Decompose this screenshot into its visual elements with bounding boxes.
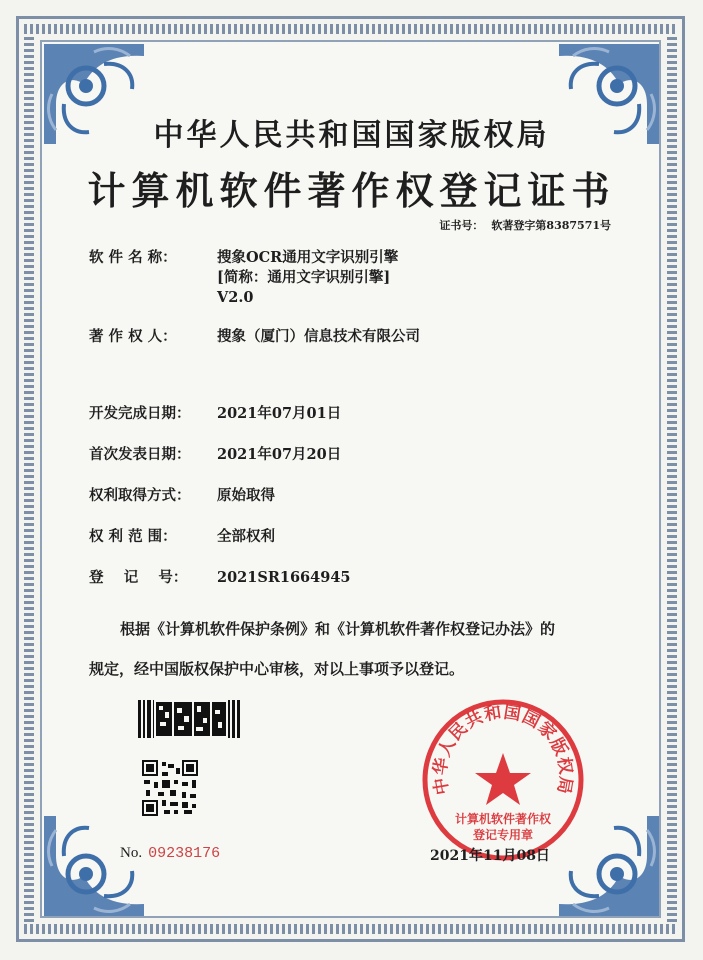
seal-inner-line-2: 登记专用章	[472, 828, 534, 842]
statement-line-1: 根据《计算机软件保护条例》和《计算机软件著作权登记办法》的	[120, 620, 556, 638]
rights-scope-value: 全部权利	[217, 528, 275, 545]
issue-date: 2021年11月08日	[430, 848, 550, 864]
software-name-value: 搜象OCR通用文字识别引擎	[217, 249, 399, 266]
publish-date-label: 首次发表日期：	[89, 446, 191, 463]
software-name-label: 软 件 名 称：	[89, 249, 177, 266]
registration-number-field	[89, 568, 351, 588]
owner-field	[89, 327, 420, 347]
issuing-authority: 中华人民共和国国家版权局	[153, 118, 550, 153]
certificate-title: 计算机软件著作权登记证书	[87, 168, 616, 213]
owner-label: 著 作 权 人：	[89, 328, 177, 345]
publish-date-value: 2021年07月20日	[217, 446, 342, 463]
rights-scope-label: 权 利 范 围：	[89, 528, 177, 545]
statement-line-2: 规定，经中国版权保护中心审核，对以上事项予以登记。	[89, 660, 465, 678]
certificate-number-label: 证书号：	[439, 219, 484, 232]
corner-ornament-icon	[34, 806, 154, 926]
registration-number-value: 2021SR1664945	[217, 569, 351, 586]
registration-number-label: 登 记 号：	[89, 569, 188, 586]
acquire-method-label: 权利取得方式：	[89, 487, 191, 504]
publish-date-field	[89, 445, 341, 465]
software-version: V2.0	[217, 289, 254, 306]
qr-code-icon	[142, 760, 198, 816]
rights-scope-field	[89, 527, 275, 547]
acquire-method-field	[89, 486, 275, 506]
serial-number-label: No.	[120, 845, 143, 861]
software-short-name: [简称：通用文字识别引擎]	[217, 269, 391, 286]
serial-number-value: 09238176	[148, 845, 221, 862]
official-seal-icon	[418, 695, 588, 865]
certificate-number	[439, 217, 611, 233]
owner-value: 搜象（厦门）信息技术有限公司	[217, 328, 420, 345]
seal-inner-line-1: 计算机软件著作权	[454, 812, 552, 826]
serial-number	[120, 843, 220, 862]
seal-ring-text: 中华人民共和国国家版权局	[430, 702, 576, 797]
certificate-number-value: 软著登字第8387571号	[491, 219, 611, 232]
dev-date-label: 开发完成日期：	[89, 405, 191, 422]
software-name-field	[89, 248, 398, 308]
barcode-icon	[138, 700, 240, 738]
dev-date-value: 2021年07月01日	[217, 405, 342, 422]
dev-date-field	[89, 404, 341, 424]
acquire-method-value: 原始取得	[217, 487, 275, 504]
